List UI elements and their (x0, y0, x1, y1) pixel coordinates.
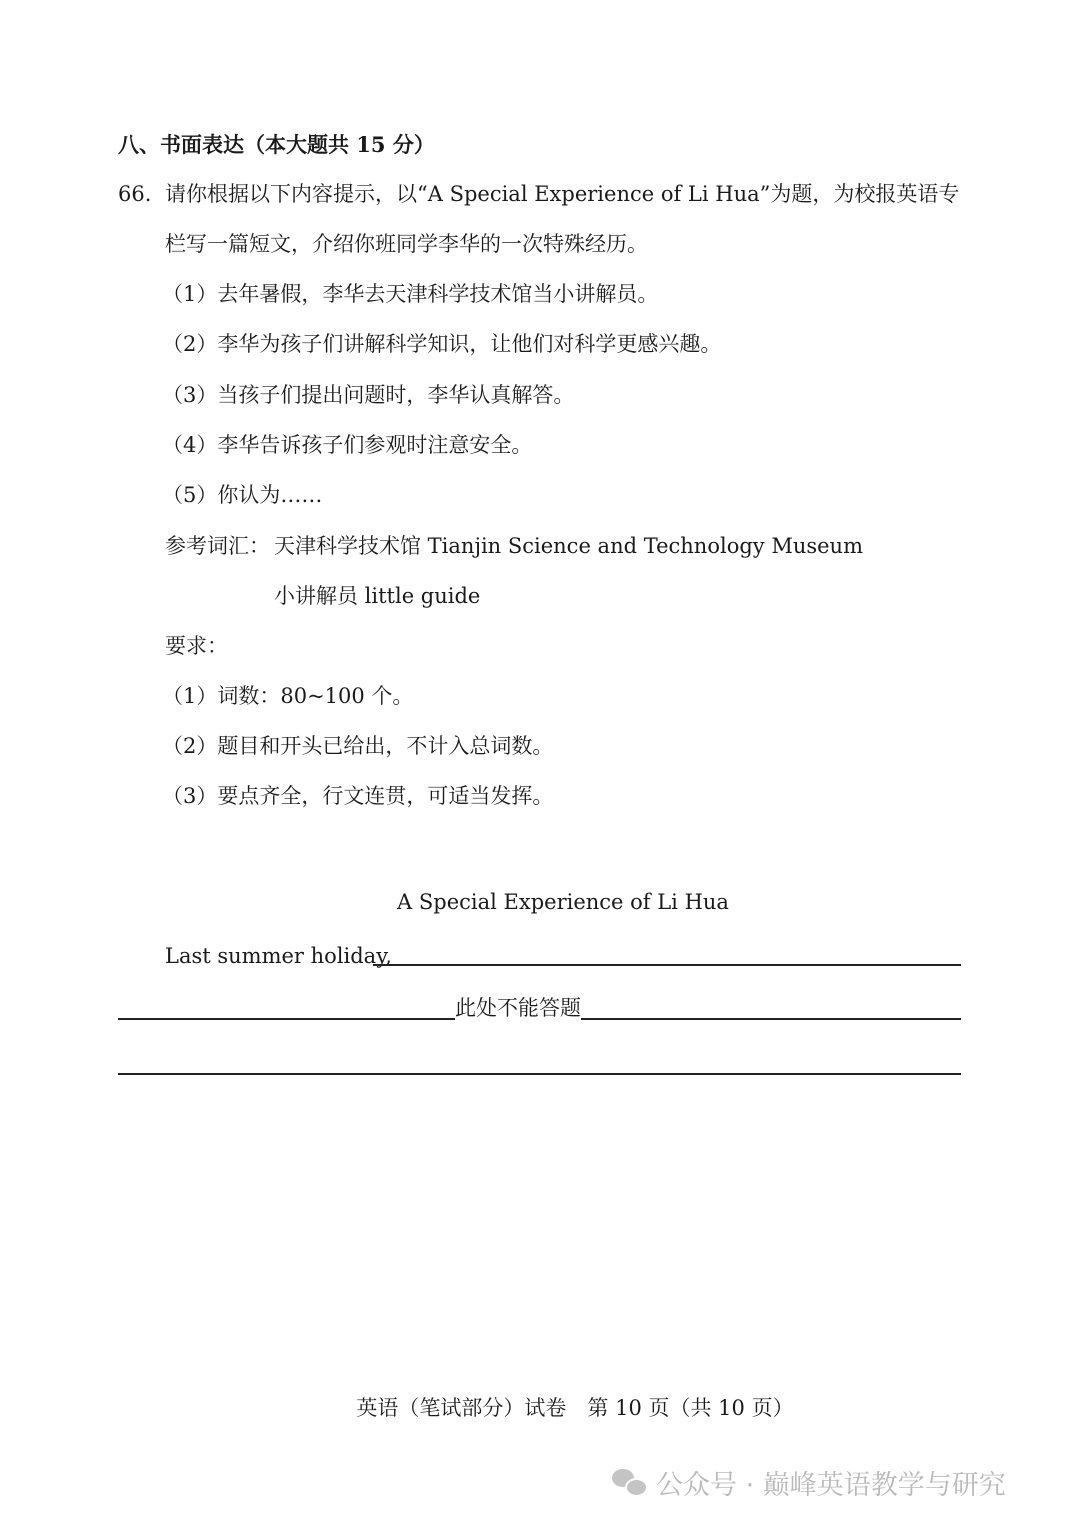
vocabulary-label: 参考词汇： (165, 534, 270, 558)
watermark (612, 1460, 1006, 1504)
answer-line (118, 1073, 961, 1075)
requirements-label: 要求： (165, 634, 228, 658)
requirement-item: （1）词数：80~100 个。 (162, 684, 414, 708)
content-point: （5）你认为…… (162, 483, 323, 507)
requirement-item: （2）题目和开头已给出，不计入总词数。 (162, 734, 554, 758)
answer-line (373, 964, 961, 966)
content-point: （3）当孩子们提出问题时，李华认真解答。 (162, 383, 575, 407)
question-prompt-line-1: 请你根据以下内容提示，以“A Special Experience of Li Hua”为题，为校报英语专 (165, 182, 960, 206)
essay-title: A Special Experience of Li Hua (397, 890, 729, 914)
content-point: （4）李华告诉孩子们参观时注意安全。 (162, 433, 533, 457)
vocabulary-item: 小讲解员 little guide (274, 584, 481, 608)
question-number: 66. (118, 182, 152, 206)
watermark-text: 公众号 · 巅峰英语教学与研究 (656, 1469, 1006, 1501)
content-point: （2）李华为孩子们讲解科学知识，让他们对科学更感兴趣。 (162, 332, 722, 356)
content-point: （1）去年暑假，李华去天津科学技术馆当小讲解员。 (162, 282, 659, 306)
section-title: 八、书面表达（本大题共 15 分） (118, 132, 435, 157)
essay-starter: Last summer holiday, (165, 944, 392, 968)
vocabulary-item: 天津科学技术馆 Tianjin Science and Technology Museum (274, 534, 863, 558)
no-answer-notice: 此处不能答题 (455, 996, 581, 1020)
requirement-item: （3）要点齐全，行文连贯，可适当发挥。 (162, 784, 554, 808)
page-footer: 英语（笔试部分）试卷 第 10 页（共 10 页） (356, 1396, 794, 1420)
question-prompt-line-2: 栏写一篇短文，介绍你班同学李华的一次特殊经历。 (165, 232, 648, 256)
wechat-icon (612, 1467, 646, 1497)
